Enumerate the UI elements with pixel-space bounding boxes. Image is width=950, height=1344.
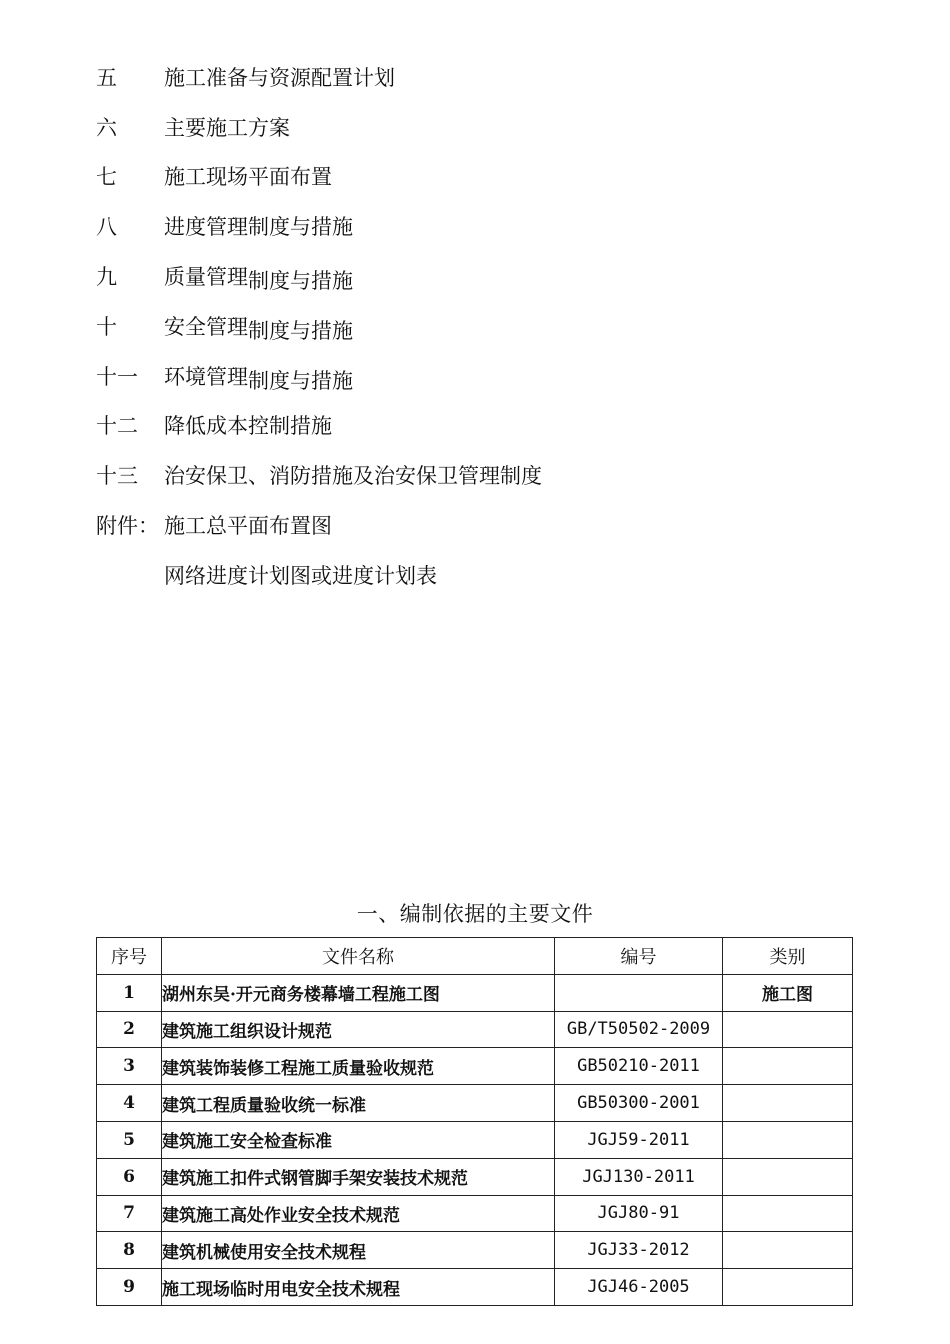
toc-item-number: 八 bbox=[96, 215, 117, 240]
column-header-seq: 序号 bbox=[97, 938, 162, 975]
toc-item bbox=[96, 152, 796, 202]
column-header-name: 文件名称 bbox=[162, 938, 555, 975]
table-row bbox=[97, 1085, 853, 1122]
toc-item-title: 进度管理制度与措施 bbox=[164, 215, 353, 240]
cell-type bbox=[723, 1158, 853, 1195]
cell-type bbox=[723, 1232, 853, 1269]
cell-name: 建筑施工安全检查标准 bbox=[162, 1121, 555, 1158]
cell-name: 施工现场临时用电安全技术规程 bbox=[162, 1269, 555, 1306]
cell-name: 建筑机械使用安全技术规程 bbox=[162, 1232, 555, 1269]
toc-item-number: 九 bbox=[96, 265, 117, 290]
cell-code: JGJ33-2012 bbox=[555, 1232, 723, 1269]
toc-item bbox=[96, 500, 796, 550]
cell-code: GB50210-2011 bbox=[555, 1048, 723, 1085]
toc-item-title: 治安保卫、消防措施及治安保卫管理制度 bbox=[164, 464, 542, 489]
toc-item bbox=[96, 351, 796, 401]
toc-item bbox=[96, 102, 796, 152]
toc-item-title: 施工总平面布置图 bbox=[164, 514, 332, 539]
table-row bbox=[97, 1195, 853, 1232]
cell-name: 建筑工程质量验收统一标准 bbox=[162, 1085, 555, 1122]
toc-item bbox=[96, 450, 796, 500]
table-header-row bbox=[97, 938, 853, 975]
toc-item bbox=[96, 251, 796, 301]
cell-seq: 7 bbox=[97, 1195, 162, 1232]
table-row bbox=[97, 974, 853, 1011]
cell-type bbox=[723, 1085, 853, 1122]
table-row bbox=[97, 1232, 853, 1269]
toc-item-number: 十一 bbox=[96, 364, 138, 389]
cell-type bbox=[723, 1195, 853, 1232]
toc-item-title: 施工准备与资源配置计划 bbox=[164, 65, 395, 90]
table-row bbox=[97, 1121, 853, 1158]
table-row bbox=[97, 1269, 853, 1306]
toc-item-title: 主要施工方案 bbox=[164, 115, 290, 140]
cell-type bbox=[723, 1121, 853, 1158]
cell-code: GB/T50502-2009 bbox=[555, 1011, 723, 1048]
toc-item-title: 降低成本控制措施 bbox=[164, 414, 332, 439]
cell-type bbox=[723, 1048, 853, 1085]
toc-item bbox=[96, 550, 796, 600]
table-row bbox=[97, 1048, 853, 1085]
cell-seq: 2 bbox=[97, 1011, 162, 1048]
table-row bbox=[97, 1158, 853, 1195]
cell-seq: 6 bbox=[97, 1158, 162, 1195]
cell-name: 建筑施工扣件式钢管脚手架安装技术规范 bbox=[162, 1158, 555, 1195]
documents-table bbox=[96, 937, 853, 1306]
toc-item bbox=[96, 201, 796, 251]
toc-item-number: 十三 bbox=[96, 464, 138, 489]
toc-item-number: 十二 bbox=[96, 414, 138, 439]
column-header-type: 类别 bbox=[723, 938, 853, 975]
toc-item-title: 网络进度计划图或进度计划表 bbox=[164, 563, 437, 588]
cell-name: 建筑施工组织设计规范 bbox=[162, 1011, 555, 1048]
cell-name: 湖州东吴·开元商务楼幕墙工程施工图 bbox=[162, 974, 555, 1011]
column-header-code: 编号 bbox=[555, 938, 723, 975]
cell-seq: 9 bbox=[97, 1269, 162, 1306]
toc-item-title: 安全管理制度与措施 bbox=[164, 314, 353, 343]
toc-item-title: 施工现场平面布置 bbox=[164, 165, 332, 190]
cell-type bbox=[723, 1011, 853, 1048]
cell-code: JGJ130-2011 bbox=[555, 1158, 723, 1195]
cell-seq: 1 bbox=[97, 974, 162, 1011]
cell-seq: 4 bbox=[97, 1085, 162, 1122]
toc-item-title: 质量管理制度与措施 bbox=[164, 265, 353, 294]
toc-item-number: 七 bbox=[96, 165, 117, 190]
table-of-contents bbox=[96, 52, 796, 600]
cell-name: 建筑施工高处作业安全技术规范 bbox=[162, 1195, 555, 1232]
cell-seq: 3 bbox=[97, 1048, 162, 1085]
cell-code bbox=[555, 974, 723, 1011]
table-row bbox=[97, 1011, 853, 1048]
cell-seq: 8 bbox=[97, 1232, 162, 1269]
toc-item-number: 五 bbox=[96, 65, 117, 90]
cell-code: GB50300-2001 bbox=[555, 1085, 723, 1122]
cell-name: 建筑装饰装修工程施工质量验收规范 bbox=[162, 1048, 555, 1085]
toc-item bbox=[96, 301, 796, 351]
cell-code: JGJ46-2005 bbox=[555, 1269, 723, 1306]
cell-code: JGJ59-2011 bbox=[555, 1121, 723, 1158]
section-title: 一、编制依据的主要文件 bbox=[356, 902, 594, 926]
cell-type bbox=[723, 1269, 853, 1306]
toc-item-number: 十 bbox=[96, 314, 117, 339]
toc-item bbox=[96, 52, 796, 102]
toc-item-title: 环境管理制度与措施 bbox=[164, 364, 353, 393]
cell-type: 施工图 bbox=[723, 974, 853, 1011]
toc-item bbox=[96, 401, 796, 451]
toc-item-number: 六 bbox=[96, 115, 117, 140]
cell-seq: 5 bbox=[97, 1121, 162, 1158]
cell-code: JGJ80-91 bbox=[555, 1195, 723, 1232]
toc-item-number: 附件： bbox=[96, 514, 159, 539]
